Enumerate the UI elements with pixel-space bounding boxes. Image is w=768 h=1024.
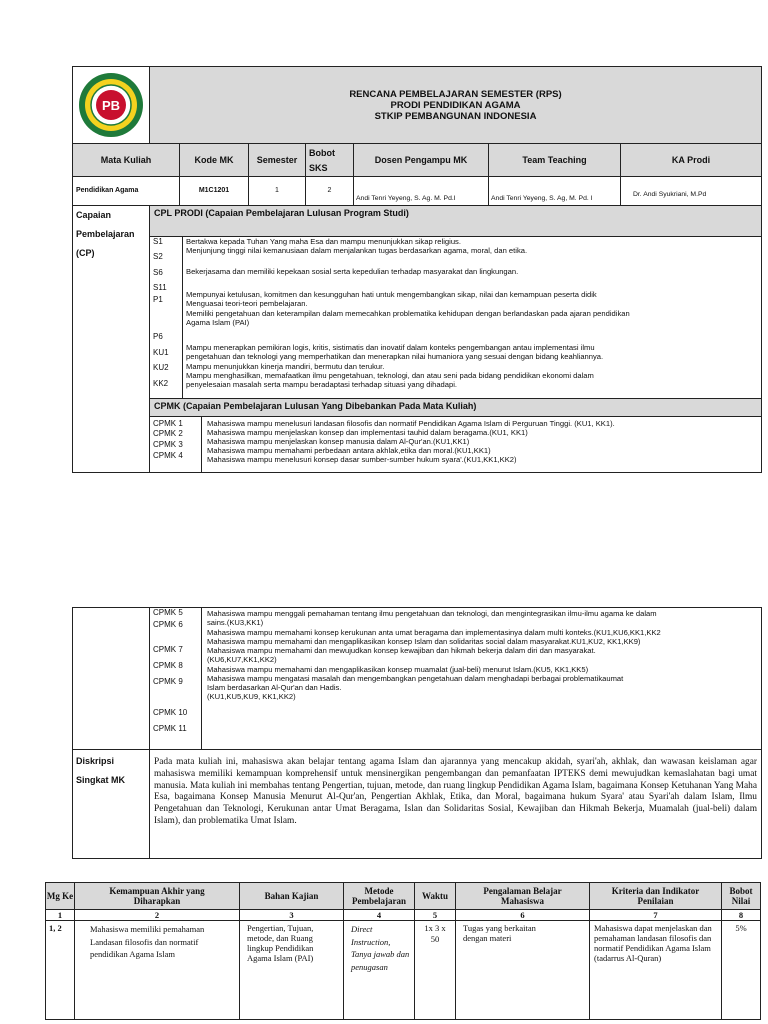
col-header-kemampuan: Kemampuan Akhir yang Diharapkan xyxy=(74,882,240,910)
cpmk-code: CPMK 5 xyxy=(153,608,183,617)
cpl-text: pengetahuan dan teknologi yang memperhatikan dan menerapkan nilai humaniora yang sesuai dengan bidang keahliannya. xyxy=(186,352,604,361)
cp-label-line-1: Capaian xyxy=(76,210,112,220)
diskripsi-label-line-1: Diskripsi xyxy=(76,756,115,766)
cpmk-text: Mahasiswa mampu memahami dan mengaplikasikan konsep Islam dan solidaritas social dalam masyarakat.KU1,KU2, KK1,KK9) xyxy=(207,637,641,646)
cpl-texts-frame xyxy=(149,236,762,399)
cpl-heading: CPL PRODI (Capaian Pembelajaran Lulusan Program Studi) xyxy=(149,205,762,237)
value-ka-prodi: Dr. Andi Syukriani, M.Pd xyxy=(620,176,762,206)
cpmk-code: CPMK 4 xyxy=(153,451,183,460)
value-dosen-pengampu: Andi Tenri Yeyeng, S. Ag. M. Pd.I xyxy=(353,176,489,206)
diskripsi-text: Pada mata kuliah ini, mahasiswa akan belajar tentang agama Islam dan ajarannya yang mencakup akidah, syari'ah, akhlak, dan wawasan keislaman agar mahasiswa memiliki kemampuan komprehensif untuk mensinergikan pengembangan dan pemanfaatan IPTEKS demi mewujudkan kemaslahatan bagi umat manusia. Mata kuliah ini membahas tentang Pengertian, tujuan, metode, dan ruang lingkup Pendidikan Agama Islam, bagaimana Konsep Ketuhanan Yang Maha Esa, bagaimana Konsep Manusia Menurut Al-Qur'an, Pengertian Akhlak, Etika, dan Moral, bagaimana hukum Syara' atau Syari'ah dalam Islam, Ilmu Pengetahuan dan Teknologi, Kerukunan antar Umat Beragama, Islan dan Solidaritas Sosial, Kewajiban dan Hikmah Bekerja, Muamalah (jual-beli) dalam Islam), dan problematika Umat Islam. xyxy=(149,749,762,859)
cpl-text: Mampu menerapkan pemikiran logis, kritis, sistimatis dan inovatif dalam konteks pengembangan antau implementasi ilmu xyxy=(186,343,595,352)
cpl-code: S2 xyxy=(153,252,163,261)
cpl-code: S11 xyxy=(153,283,167,292)
col-number: 2 xyxy=(74,909,240,921)
cpmk-text: Mahasiswa mampu memahami dan mewujudkan konsep kewajiban dan hikmah bekerja dalam diri dan masyarakat. xyxy=(207,646,596,655)
diskripsi-label-cell xyxy=(72,749,150,859)
col-header-pengalaman: Pengalaman Belajar Mahasiswa xyxy=(455,882,590,910)
cpl-text: penyelesaian masalah serta mampu beradaptasi terhadap situasi yang dihadapi. xyxy=(186,380,458,389)
rps-page-2 xyxy=(72,607,762,859)
col-header-kriteria: Kriteria dan Indikator Penilaian xyxy=(589,882,722,910)
cpl-code: P1 xyxy=(153,295,163,304)
cpl-text: Bertakwa kepada Tuhan Yang maha Esa dan mampu menunjukkan sikap religius. xyxy=(186,237,461,246)
col-header-bobot: Bobot Nilai xyxy=(721,882,761,910)
cpmk-code: CPMK 10 xyxy=(153,708,188,717)
header-ka-prodi: KA Prodi xyxy=(620,143,762,177)
col-number: 5 xyxy=(414,909,456,921)
cpmk-code: CPMK 8 xyxy=(153,661,183,670)
cpl-code: KU2 xyxy=(153,363,169,372)
rps-page-1 xyxy=(72,66,762,473)
cpmk-code: CPMK 3 xyxy=(153,440,183,449)
header-semester: Semester xyxy=(248,143,306,177)
cpmk-text: Mahasiswa mampu memahami konsep kerukunan anta umat beragama dan implementasinya dalam multi konteks.(KU1,KU6,KK1,KK2 xyxy=(207,628,661,637)
diskripsi-label-line-2: Singkat MK xyxy=(76,775,126,785)
cpmk-code: CPMK 2 xyxy=(153,429,183,438)
cpl-text: Bekerjasama dan memiliki kepekaan sosial serta kepedulian terhadap masyarakat dan lingkungan. xyxy=(186,267,519,276)
value-team-teaching: Andi Tenri Yeyeng, S. Ag, M. Pd. I xyxy=(488,176,621,206)
rps-weekly-table xyxy=(45,882,761,1020)
cpl-text: Menjunjung tinggi nilai kemanusiaan dalam menjalankan tugas berdasarkan agama, moral, dan etika. xyxy=(186,246,528,255)
table-row-bobot: 5% xyxy=(721,920,761,1020)
cpmk-text: Mahasiswa mampu memahami perbedaan antara akhlak,etika dan moral.(KU1,KK1) xyxy=(207,446,491,455)
value-semester: 1 xyxy=(248,176,306,206)
table-row-kemampuan: Mahasiswa memiliki pemahaman Landasan filosofis dan normatif pendidikan Agama Islam xyxy=(74,920,240,1020)
cpl-text: Agama Islam (PAI) xyxy=(186,318,250,327)
cpmk-text: Mahasiswa mampu menjelaskan konsep manusia dalam Al-Qur'an.(KU1,KK1) xyxy=(207,437,470,446)
table-row-metode xyxy=(343,920,415,1020)
cpl-code: KK2 xyxy=(153,379,169,388)
cp-label-cell xyxy=(72,205,150,473)
header-bobot-sks: Bobot SKS xyxy=(305,143,354,177)
col-number: 1 xyxy=(45,909,75,921)
cpmk-code: CPMK 9 xyxy=(153,677,183,686)
col-header-mg-ke: Mg Ke xyxy=(45,882,75,910)
cpl-code: P6 xyxy=(153,332,163,341)
cpl-text: Mempunyai ketulusan, komitmen dan kesungguhan hati untuk mengembangkan sikap, nilai dan kemampuan peserta didik xyxy=(186,290,597,299)
col-number: 6 xyxy=(455,909,590,921)
table-row-waktu: 1x 3 x 50 xyxy=(414,920,456,1020)
cpmk-continued-label-cell xyxy=(72,607,150,750)
cpmk-text: (KU1,KU5,KU9, KK1,KK2) xyxy=(207,692,296,701)
col-number: 4 xyxy=(343,909,415,921)
table-row-kriteria: Mahasiswa dapat menjelaskan dan pemahaman landasan filosofis dan normatif Pendidikan Agama Islam (tadarrus Al-Quran) xyxy=(589,920,722,1020)
cpl-text: Memiliki pengetahuan dan keterampilan dalam memecahkan problematika kehidupan dengan berlandaskan pada ajaran pendidikan xyxy=(186,309,630,318)
cpmk-text: Mahasiswa mampu memahami dan mengaplikasikan konsep muamalat (jual-beli) menurut Islam.(KU5, KK1,KK5) xyxy=(207,665,589,674)
cpmk-text: Mahasiswa mampu mengatasi masalah dan mengembangkan pengetahuan dalam menghadapi berbagai problematikaumat xyxy=(207,674,624,683)
col-number: 7 xyxy=(589,909,722,921)
cpmk-code: CPMK 7 xyxy=(153,645,183,654)
cpmk-text: (KU6,KU7,KK1,KK2) xyxy=(207,655,277,664)
cpmk-text: Mahasiswa mampu menggali pemahaman tentang ilmu pengetahuan dan teknologi, dan mengintegrasikan ilmu-ilmu agama ke dalam xyxy=(207,609,657,618)
header-mata-kuliah: Mata Kuliah xyxy=(72,143,180,177)
col-number: 3 xyxy=(239,909,344,921)
cpmk-code: CPMK 11 xyxy=(153,724,187,733)
cpl-text: Mampu menunjukkan kinerja mandiri, bermutu dan terukur. xyxy=(186,362,385,371)
rps-title: RENCANA PEMBELAJARAN SEMESTER (RPS) xyxy=(349,88,562,100)
cpmk-code: CPMK 1 xyxy=(153,419,183,428)
table-row-pengalaman: Tugas yang berkaitan dengan materi xyxy=(455,920,590,1020)
cpmk-codes-cell xyxy=(149,416,202,473)
cpmk-text: Islam berdasarkan Al-Qur'an dan Hadis. xyxy=(207,683,342,692)
rps-prodi: PRODI PENDIDIKAN AGAMA xyxy=(390,99,521,111)
col-number: 8 xyxy=(721,909,761,921)
cpmk-code: CPMK 6 xyxy=(153,620,183,629)
cpmk-text: Mahasiswa mampu menjelaskan konsep dan implementasi tauhid dalam beragama.(KU1, KK1) xyxy=(207,428,528,437)
cpl-text: Menguasai teori-teori pembelajaran. xyxy=(186,299,308,308)
header-kode-mk: Kode MK xyxy=(179,143,249,177)
header-team-teaching: Team Teaching xyxy=(488,143,621,177)
cpmk-text: Mahasiswa mampu menelusuri landasan filosofis dan normatif Pendidikan Agama Islam di Perguruan Tinggi. (KU1, KK1). xyxy=(207,419,615,428)
rps-title-cell xyxy=(149,66,762,144)
value-bobot-sks: 2 xyxy=(305,176,354,206)
rps-institution: STKIP PEMBANGUNAN INDONESIA xyxy=(374,110,537,122)
col-header-waktu: Waktu xyxy=(414,882,456,910)
cpmk-text: sains.(KU3,KK1) xyxy=(207,618,264,627)
table-row-week: 1, 2 xyxy=(45,920,75,1020)
cpmk-continued-codes-cell xyxy=(149,607,202,750)
col-header-metode: Metode Pembelajaran xyxy=(343,882,415,910)
cpmk-text: Mahasiswa mampu menelusuri konsep dasar sumber-sumber hukum syara'.(KU1,KK1,KK2) xyxy=(207,455,517,464)
header-dosen-pengampu: Dosen Pengampu MK xyxy=(353,143,489,177)
cp-label-line-2: Pembelajaran xyxy=(76,229,135,239)
logo-cell xyxy=(72,66,150,144)
cpmk-continued-texts-cell xyxy=(201,607,762,750)
table-row-bahan-kajian: Pengertian, Tujuan, metode, dan Ruang lingkup Pendidikan Agama Islam (PAI) xyxy=(239,920,344,1020)
cpmk-texts-cell xyxy=(201,416,762,473)
cp-label-line-3: (CP) xyxy=(76,248,95,258)
cpmk-heading: CPMK (Capaian Pembelajaran Lulusan Yang Dibebankan Pada Mata Kuliah) xyxy=(149,398,762,417)
cpl-code: S6 xyxy=(153,268,163,277)
cpl-code: KU1 xyxy=(153,348,169,357)
value-kode-mk: M1C1201 xyxy=(179,176,249,206)
logo-letters: PB xyxy=(101,98,121,113)
cpl-code: S1 xyxy=(153,237,163,246)
institution-logo-icon xyxy=(77,71,145,139)
value-mata-kuliah: Pendidikan Agama xyxy=(72,176,180,206)
col-header-bahan-kajian: Bahan Kajian xyxy=(239,882,344,910)
table-row-metode-text: Direct Instruction, Tanya jawab dan penugasan xyxy=(351,924,410,972)
cpl-text: Mampu menghasilkan, memafaatkan ilmu pengetahuan, teknologi, dan atau seni pada bidang pendidikan ekonomi dalam xyxy=(186,371,594,380)
